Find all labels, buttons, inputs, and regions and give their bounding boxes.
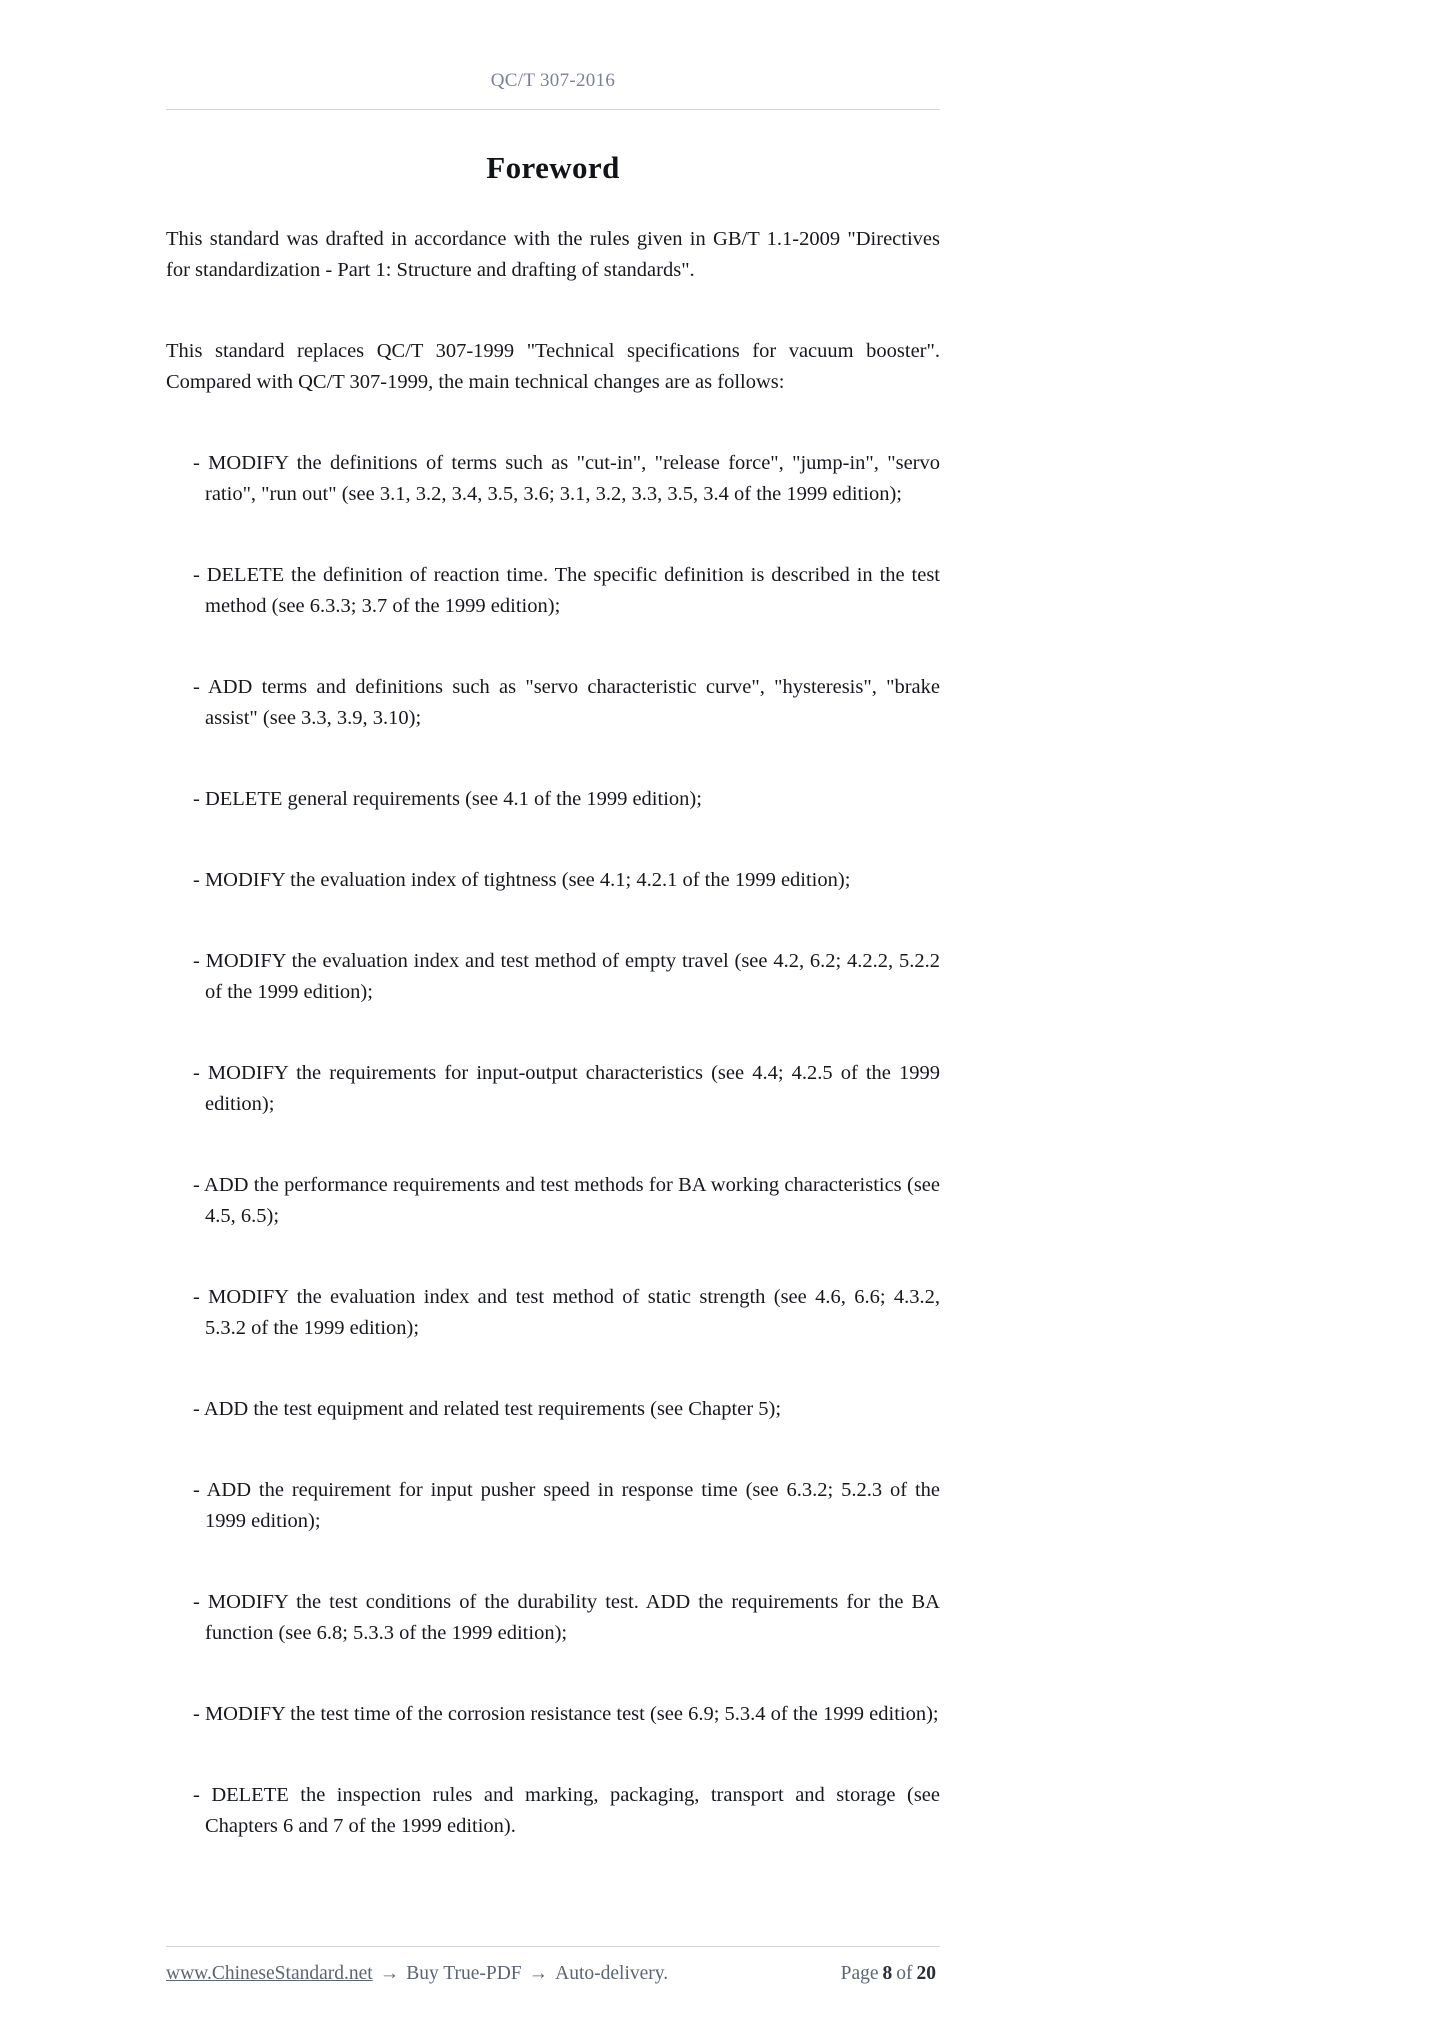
site-link[interactable]: www.ChineseStandard.net [166,1963,373,1984]
page-footer [166,1963,940,1985]
change-list-item: - DELETE general requirements (see 4.1 of the 1999 edition); [193,788,702,810]
header-divider [166,109,940,110]
change-list-item: - ADD the requirement for input pusher speed in response time (see 6.3.2; 5.2.3 of the 1999 edition); [193,1479,940,1532]
change-list-item: - MODIFY the evaluation index and test method of empty travel (see 4.2, 6.2; 4.2.2, 5.2.2 of the 1999 edition); [193,950,940,1003]
changes-list [166,448,940,1842]
buy-label: Buy True-PDF [406,1963,522,1984]
page-number: 8 [882,1963,893,1984]
change-list-item: - DELETE the definition of reaction time. The specific definition is described in the test method (see 6.3.3; 3.7 of the 1999 edition); [193,564,940,617]
paragraph: This standard was drafted in accordance with the rules given in GB/T 1.1-2009 "Directives for standardization - Part 1: Structure and drafting of standards". [166,228,940,281]
arrow-icon: → [528,1963,549,1984]
footer-divider [166,1946,940,1947]
total-pages: 20 [916,1963,936,1984]
page-indicator [841,1963,940,1985]
change-list-item: - MODIFY the evaluation index of tightness (see 4.1; 4.2.1 of the 1999 edition); [193,869,851,891]
footer-source [166,1963,668,1985]
document-number: QC/T 307-2016 [490,70,616,91]
change-list-item: - ADD terms and definitions such as "servo characteristic curve", "hysteresis", "brake assist" (see 3.3, 3.9, 3.10); [193,676,940,729]
page-title: Foreword [486,150,620,185]
change-list-item: - MODIFY the test time of the corrosion resistance test (see 6.9; 5.3.4 of the 1999 edition); [193,1703,939,1725]
change-list-item: - MODIFY the test conditions of the durability test. ADD the requirements for the BA function (see 6.8; 5.3.3 of the 1999 edition); [193,1591,940,1644]
delivery-label: Auto-delivery. [555,1963,669,1984]
change-list-item: - MODIFY the definitions of terms such as "cut-in", "release force", "jump-in", "servo ratio", "run out" (see 3.1, 3.2, 3.4, 3.5, 3.6; 3.1, 3.2, 3.3, 3.5, 3.4 of the 1999 edition); [193,452,940,505]
paragraph: This standard replaces QC/T 307-1999 "Technical specifications for vacuum booster". Compared with QC/T 307-1999, the main technical changes are as follows: [166,340,940,393]
page-label: Page [840,1963,879,1984]
change-list-item: - DELETE the inspection rules and marking, packaging, transport and storage (see Chapters 6 and 7 of the 1999 edition). [193,1784,940,1837]
page-content [166,0,940,1842]
of-label: of [896,1963,913,1984]
change-list-item: - ADD the performance requirements and test methods for BA working characteristics (see 4.5, 6.5); [193,1174,940,1227]
change-list-item: - MODIFY the evaluation index and test method of static strength (see 4.6, 6.6; 4.3.2, 5.3.2 of the 1999 edition); [193,1286,940,1339]
change-list-item: - ADD the test equipment and related test requirements (see Chapter 5); [193,1398,782,1420]
change-list-item: - MODIFY the requirements for input-output characteristics (see 4.4; 4.2.5 of the 1999 edition); [193,1062,940,1115]
arrow-icon: → [379,1963,400,1984]
